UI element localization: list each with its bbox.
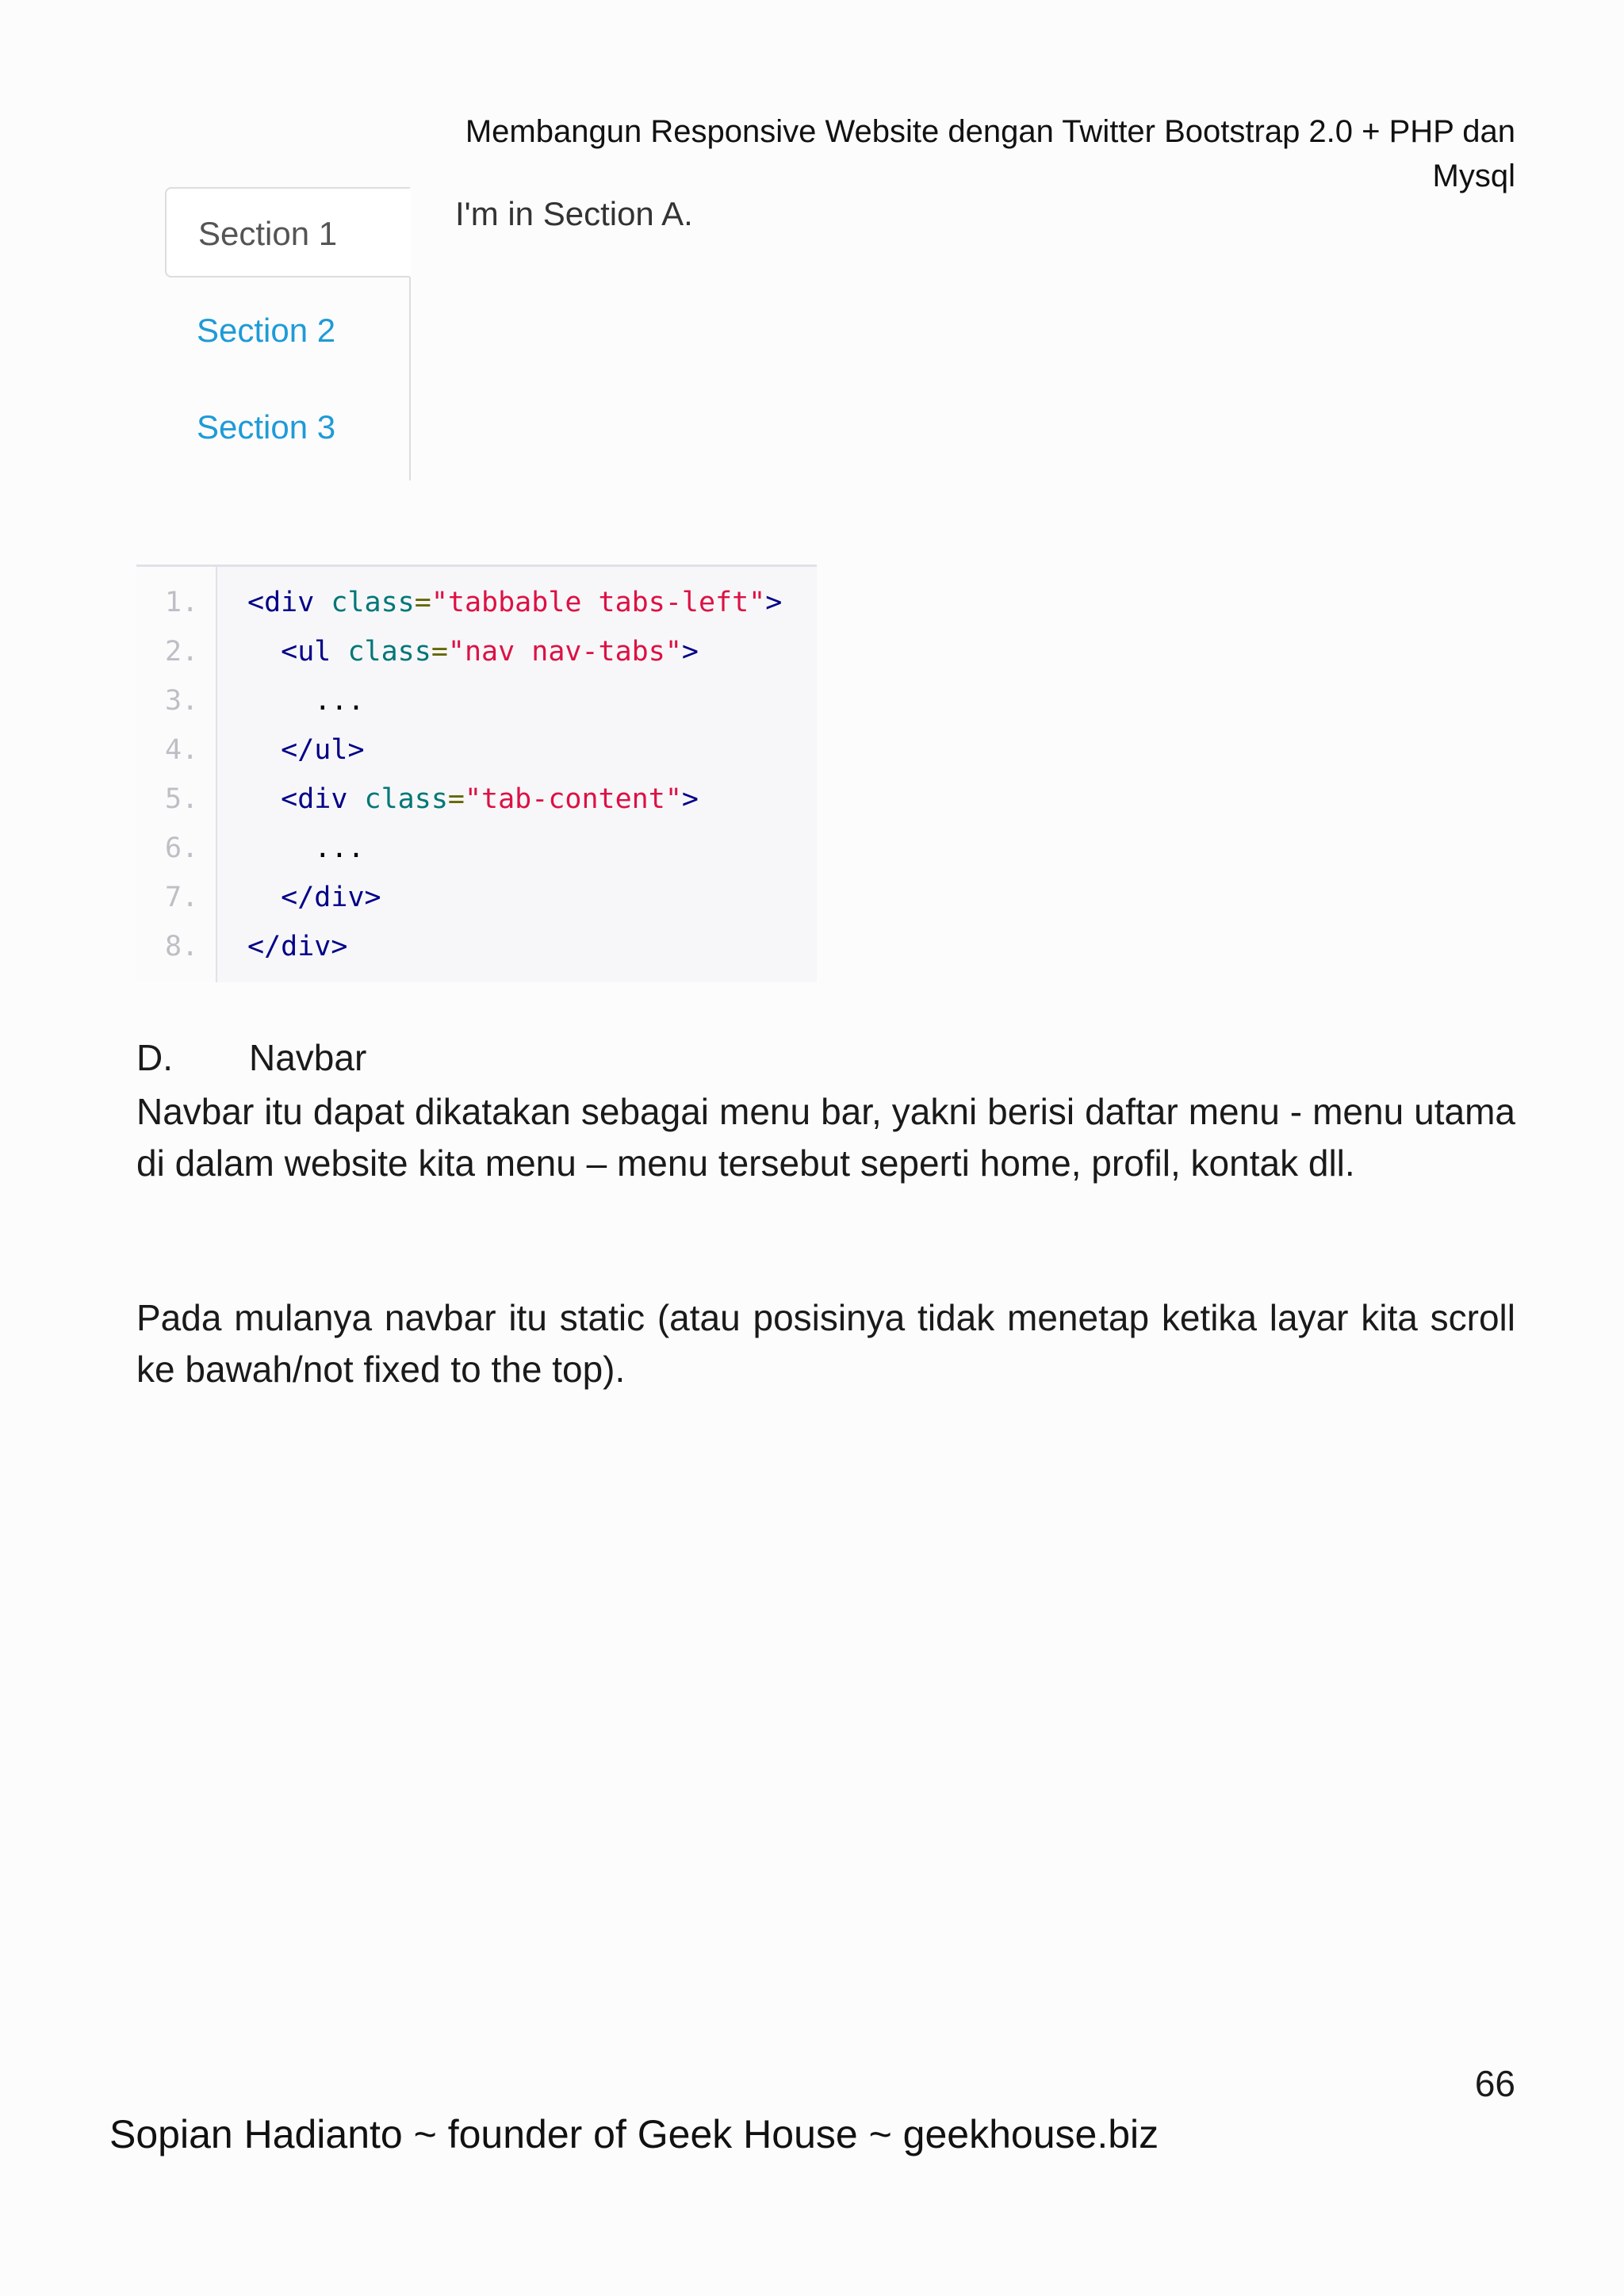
code-line bbox=[136, 824, 817, 873]
code-text: <div class="tab-content"> bbox=[281, 783, 699, 815]
section-title: Navbar bbox=[249, 1037, 367, 1078]
code-text: ... bbox=[314, 832, 365, 864]
code-line bbox=[136, 676, 817, 725]
line-number: 5. bbox=[165, 783, 199, 815]
line-number: 2. bbox=[165, 636, 199, 668]
tab-section-3[interactable]: Section 3 bbox=[197, 408, 336, 446]
code-line bbox=[136, 775, 817, 824]
tab-section-2[interactable]: Section 2 bbox=[197, 312, 336, 349]
running-header: Membangun Responsive Website dengan Twitter Bootstrap 2.0 + PHP dan Mysql bbox=[465, 114, 1515, 193]
code-text: <ul class="nav nav-tabs"> bbox=[281, 636, 699, 668]
code-line bbox=[136, 578, 817, 627]
tab-content: I'm in Section A. bbox=[455, 195, 693, 232]
section-letter: D. bbox=[136, 1037, 173, 1078]
line-number: 6. bbox=[165, 832, 199, 864]
section-heading bbox=[136, 1032, 366, 1083]
line-number: 3. bbox=[165, 685, 199, 717]
page-footer: Sopian Hadianto ~ founder of Geek House ~ geekhouse.biz bbox=[109, 2112, 1159, 2156]
code-text: </div> bbox=[281, 882, 381, 913]
code-text: <div class="tabbable tabs-left"> bbox=[247, 587, 783, 618]
tab-section-1[interactable]: Section 1 bbox=[165, 187, 411, 277]
line-number: 7. bbox=[165, 882, 199, 913]
code-text: ... bbox=[314, 685, 365, 717]
code-line bbox=[136, 725, 817, 775]
paragraph-navbar-definition: Navbar itu dapat dikatakan sebagai menu bar, yakni berisi daftar menu - menu utama di dalam website kita menu – menu tersebut seperti home, profil, kontak dll. bbox=[136, 1091, 1515, 1184]
line-number: 8. bbox=[165, 931, 199, 962]
line-number: 1. bbox=[165, 587, 199, 618]
code-line bbox=[136, 873, 817, 922]
line-number: 4. bbox=[165, 734, 199, 766]
nav-tabs bbox=[165, 187, 411, 480]
code-line bbox=[136, 627, 817, 676]
code-line bbox=[136, 922, 817, 971]
paragraph-navbar-static: Pada mulanya navbar itu static (atau posisinya tidak menetap ketika layar kita scroll ke bawah/not fixed to the top). bbox=[136, 1297, 1515, 1390]
tabs-left-example bbox=[165, 187, 879, 484]
page-number: 66 bbox=[1474, 2063, 1515, 2104]
code-text: </ul> bbox=[281, 734, 365, 766]
code-text: </div> bbox=[247, 931, 348, 962]
code-block bbox=[136, 564, 817, 982]
